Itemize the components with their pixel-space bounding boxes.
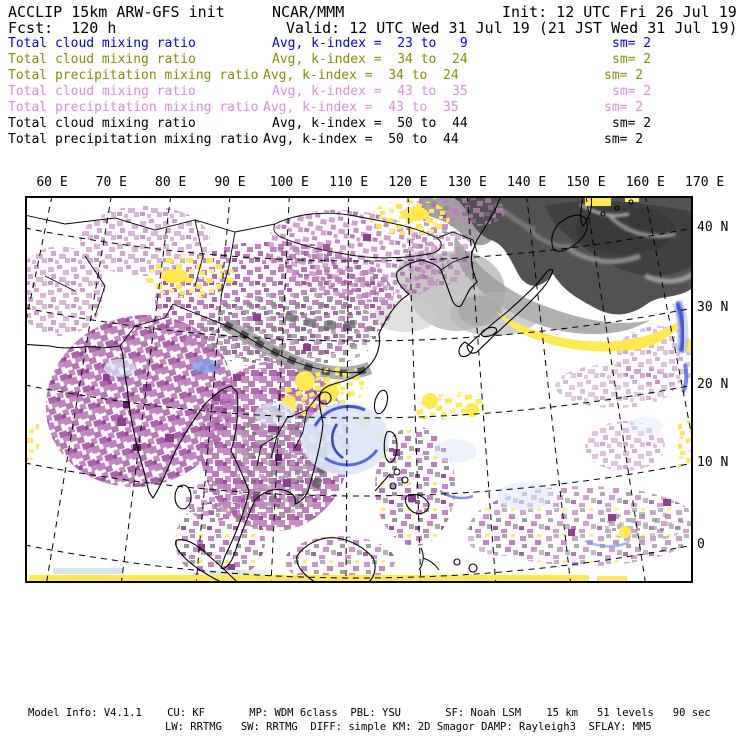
plot-title: ACCLIP 15km ARW-GFS init bbox=[8, 3, 225, 21]
longitude-label: 120 E bbox=[388, 175, 428, 190]
longitude-label: 70 E bbox=[95, 175, 127, 190]
field-label: Total cloud mixing ratio bbox=[8, 36, 196, 51]
init-time-label: Init: 12 UTC Fri 26 Jul 19 bbox=[502, 3, 737, 21]
longitude-label: 90 E bbox=[214, 175, 246, 190]
field-label: Total cloud mixing ratio bbox=[8, 116, 196, 131]
latitude-label: 30 N bbox=[697, 300, 729, 315]
longitude-label: 110 E bbox=[329, 175, 369, 190]
field-smoothing: sm= 2 bbox=[604, 68, 644, 83]
latitude-label: 0 bbox=[697, 537, 705, 552]
longitude-label: 140 E bbox=[507, 175, 547, 190]
field-label: Total cloud mixing ratio bbox=[8, 84, 196, 99]
longitude-label: 170 E bbox=[685, 175, 725, 190]
latitude-label: 40 N bbox=[697, 220, 729, 235]
forecast-hour-label: Fcst: 120 h bbox=[8, 19, 117, 37]
longitude-label: 60 E bbox=[36, 175, 68, 190]
field-smoothing: sm= 2 bbox=[612, 52, 652, 67]
org-label: NCAR/MMM bbox=[272, 3, 345, 21]
field-stats: Avg, k-index = 23 to 9 bbox=[272, 36, 468, 51]
field-smoothing: sm= 2 bbox=[612, 116, 652, 131]
field-label: Total precipitation mixing ratio bbox=[8, 100, 259, 115]
field-stats: Avg, k-index = 43 to 35 bbox=[272, 84, 468, 99]
model-info-line1: Model Info: V4.1.1 CU: KF MP: WDM 6class PBL: YSU SF: Noah LSM 15 km 51 levels 90 sec bbox=[28, 707, 711, 719]
field-smoothing: sm= 2 bbox=[604, 132, 644, 147]
model-info-line2: LW: RRTMG SW: RRTMG DIFF: simple KM: 2D Smagor DAMP: Rayleigh3 SFLAY: MM5 bbox=[165, 721, 652, 733]
field-stats: Avg, k-index = 50 to 44 bbox=[263, 132, 459, 147]
field-smoothing: sm= 2 bbox=[612, 84, 652, 99]
longitude-label: 80 E bbox=[155, 175, 187, 190]
forecast-map bbox=[25, 196, 693, 583]
field-smoothing: sm= 2 bbox=[612, 36, 652, 51]
field-stats: Avg, k-index = 43 to 35 bbox=[263, 100, 459, 115]
field-stats: Avg, k-index = 50 to 44 bbox=[272, 116, 468, 131]
longitude-label: 150 E bbox=[566, 175, 606, 190]
latitude-label: 20 N bbox=[697, 377, 729, 392]
latitude-label: 10 N bbox=[697, 455, 729, 470]
field-stats: Avg, k-index = 34 to 24 bbox=[263, 68, 459, 83]
field-label: Total precipitation mixing ratio bbox=[8, 68, 259, 83]
valid-time-label: Valid: 12 UTC Wed 31 Jul 19 (21 JST Wed 31 Jul 19) bbox=[286, 19, 738, 37]
longitude-label: 160 E bbox=[625, 175, 665, 190]
field-smoothing: sm= 2 bbox=[604, 100, 644, 115]
map-graphic bbox=[25, 196, 693, 583]
longitude-label: 100 E bbox=[269, 175, 309, 190]
longitude-axis bbox=[0, 175, 740, 189]
field-label: Total cloud mixing ratio bbox=[8, 52, 196, 67]
field-stats: Avg, k-index = 34 to 24 bbox=[272, 52, 468, 67]
longitude-label: 130 E bbox=[447, 175, 487, 190]
field-label: Total precipitation mixing ratio bbox=[8, 132, 259, 147]
